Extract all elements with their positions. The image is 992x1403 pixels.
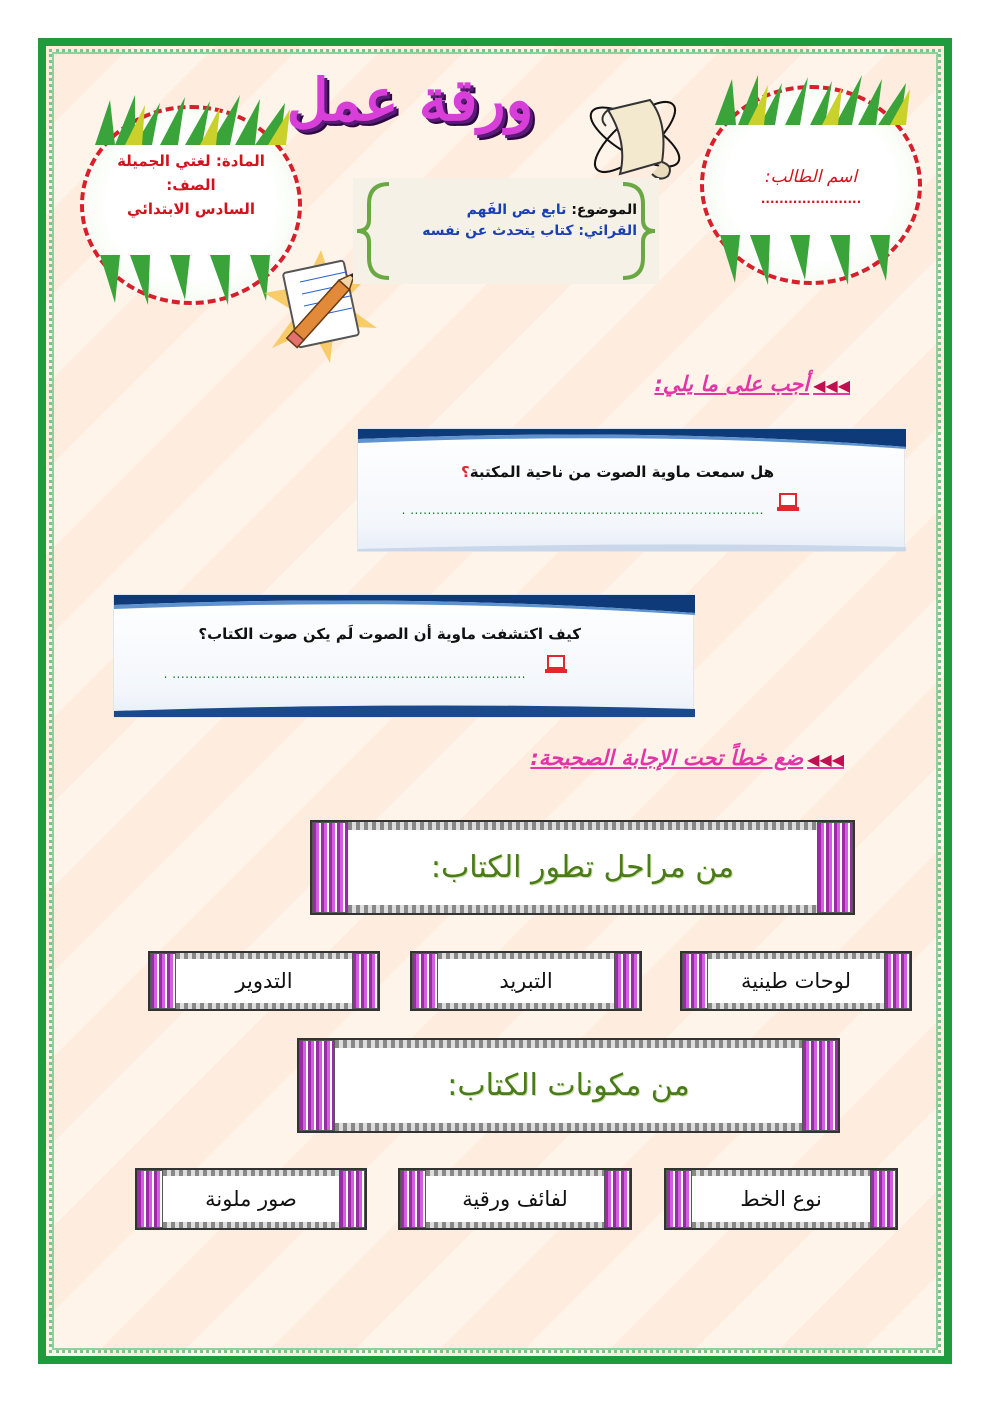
class-label: الصف: — [166, 176, 216, 194]
option-label: صور ملونة — [205, 1187, 297, 1211]
arrows-icon: ◀◀◀ — [813, 376, 850, 395]
section2-heading: ◀◀◀ضع خطاً تحت الإجابة الصحيحة: — [530, 746, 844, 770]
option-label: نوع الخط — [740, 1187, 822, 1211]
worksheet-title: ورقة عمل — [286, 66, 534, 134]
prompt-2-text: من مكونات الكتاب: — [447, 1068, 690, 1103]
student-name-blank: ...................... — [760, 192, 862, 206]
arrows-icon: ◀◀◀ — [807, 750, 844, 769]
prompt-banner-2 — [297, 1038, 840, 1133]
wave-decoration — [358, 537, 906, 551]
class-value: السادس الابتدائي — [127, 200, 255, 218]
question-2-text: كيف اكتشفت ماوية أن الصوت لَم يكن صوت الكتاب؟ — [198, 625, 581, 643]
option-label: لفائف ورقية — [462, 1187, 568, 1211]
question-box-1 — [357, 428, 905, 552]
computer-icon — [776, 493, 800, 513]
computer-icon — [544, 655, 568, 675]
student-badge — [700, 85, 922, 285]
topic-label: الموضوع: — [571, 202, 637, 218]
scroll-atom-icon — [580, 82, 690, 192]
topic-value-line2: القرائي: كتاب يتحدث عن نفسه — [422, 223, 637, 239]
section1-heading: ◀◀◀أجب على ما يلي: — [654, 372, 850, 396]
option-label: التدوير — [235, 969, 293, 993]
wave-decoration — [114, 703, 695, 717]
answer-line-2[interactable]: .................................................................................. . — [163, 667, 526, 681]
option-label: التبريد — [499, 969, 553, 993]
answer-line-1[interactable]: .................................................................................. . — [401, 503, 764, 517]
option-button[interactable] — [680, 951, 912, 1011]
prompt-banner-1 — [310, 820, 855, 915]
subject-line: المادة: لغتي الجميلة — [117, 152, 265, 170]
question-box-2 — [113, 594, 694, 718]
student-name-label: اسم الطالب: — [764, 167, 858, 187]
question-1-text: هل سمعت ماوية الصوت من ناحية المكتبة؟ — [461, 463, 774, 481]
grass-icon — [710, 75, 920, 125]
option-label: لوحات طينية — [740, 969, 852, 993]
option-button[interactable] — [398, 1168, 632, 1230]
topic-box — [353, 178, 659, 284]
grass-icon — [90, 95, 300, 145]
wave-decoration — [114, 595, 695, 617]
wave-decoration — [358, 429, 906, 451]
prompt-1-text: من مراحل تطور الكتاب: — [430, 850, 735, 885]
option-button[interactable] — [148, 951, 380, 1011]
option-button[interactable] — [410, 951, 642, 1011]
question-mark: ؟ — [461, 463, 470, 481]
topic-value-line1: تابع نص الفَهم — [466, 202, 567, 218]
topic-text — [373, 200, 637, 242]
grass-icon — [710, 235, 920, 285]
option-button[interactable] — [664, 1168, 898, 1230]
option-button[interactable] — [135, 1168, 367, 1230]
